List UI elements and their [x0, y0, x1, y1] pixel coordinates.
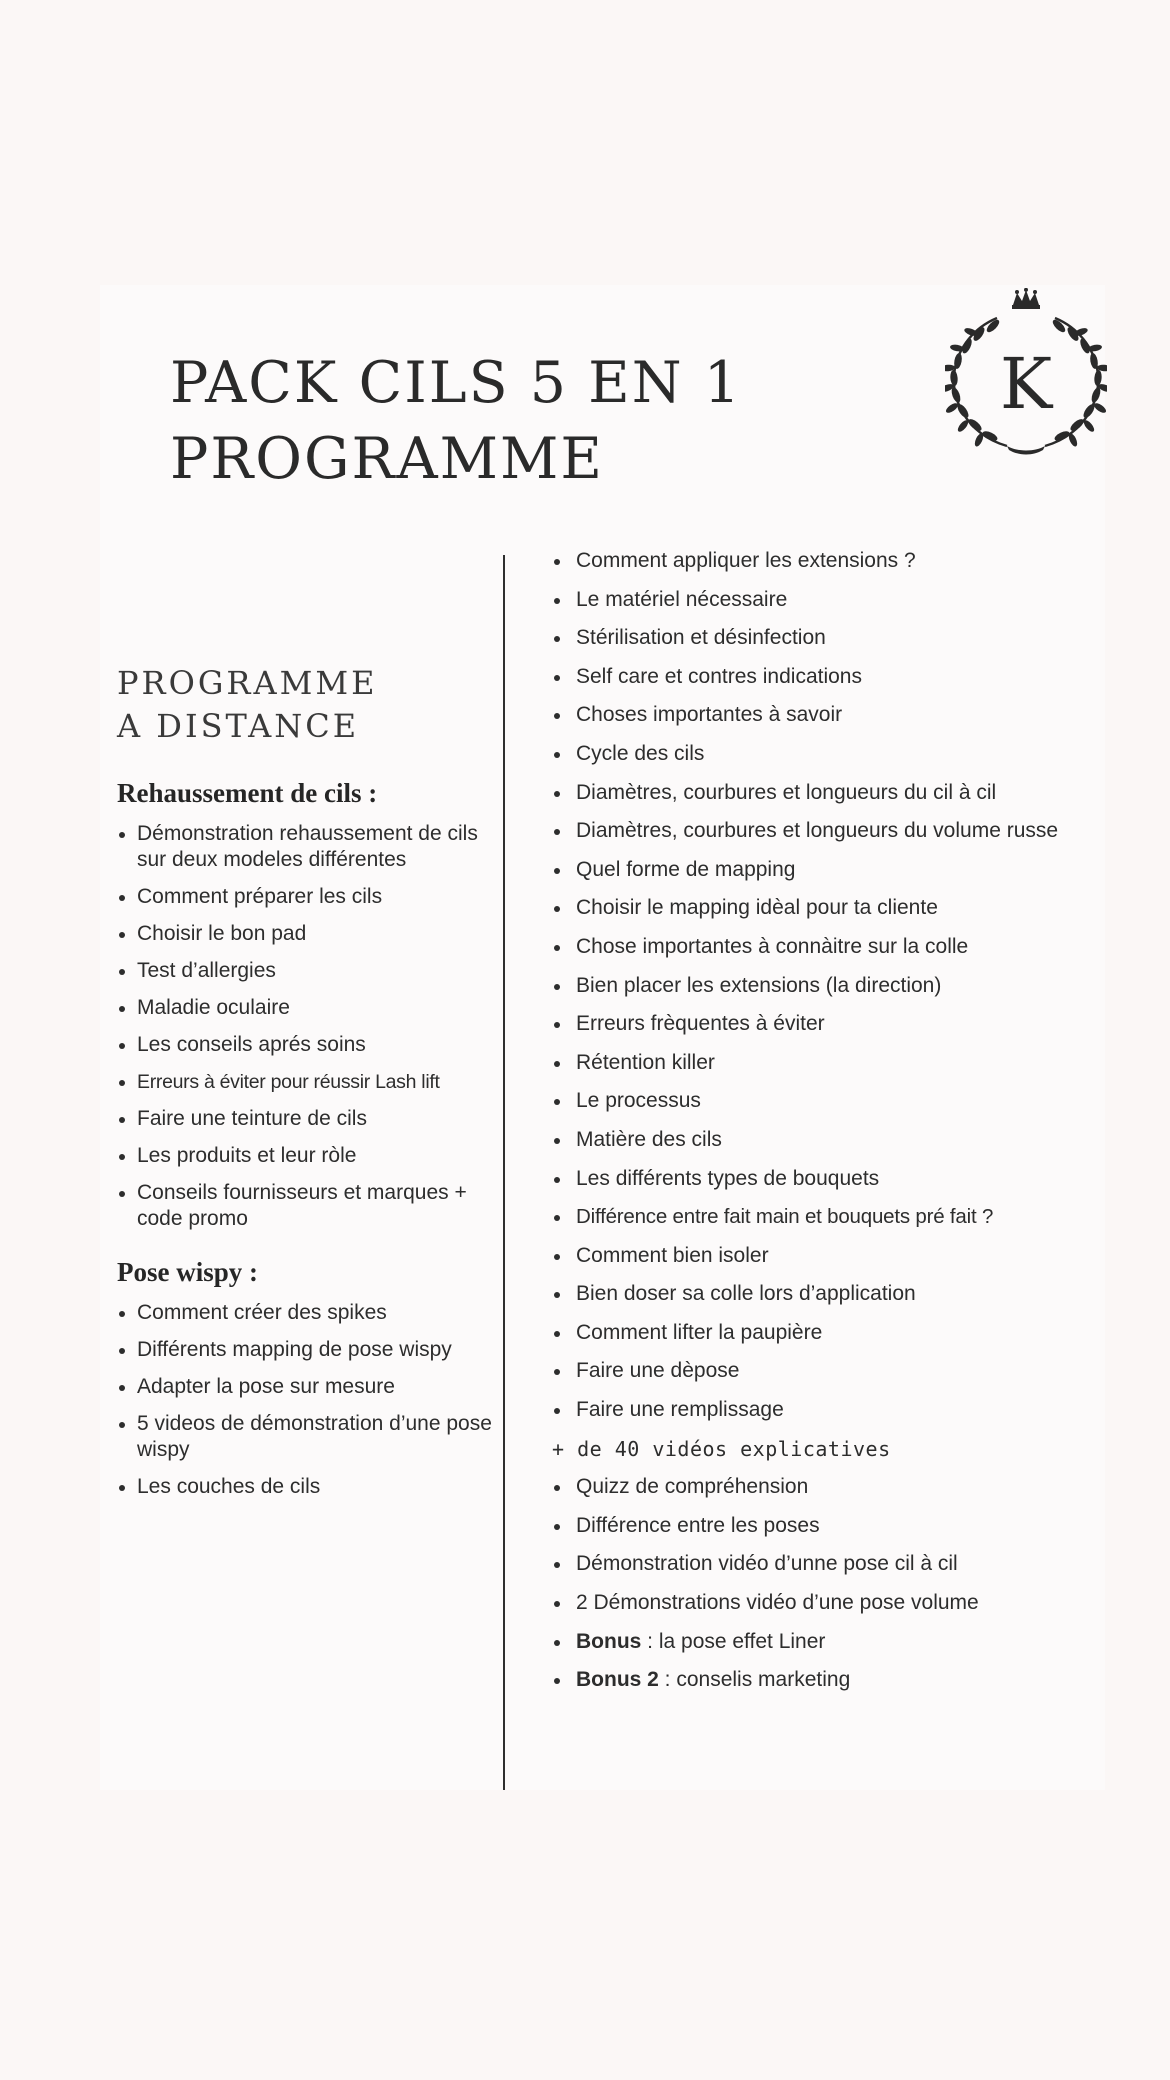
column-divider: [503, 555, 505, 1790]
list-item: Quel forme de mapping: [552, 857, 1092, 883]
list-item: Démonstration vidéo d’unne pose cil à cil: [552, 1551, 1092, 1577]
title-line-2: PROGRAMME: [170, 426, 604, 492]
list-item: Comment bien isoler: [552, 1243, 1092, 1269]
list-item: Cycle des cils: [552, 741, 1092, 767]
list-item: Comment appliquer les extensions ?: [552, 548, 1092, 574]
list-item: Faire une dèpose: [552, 1358, 1092, 1384]
list-item: Faire une teinture de cils: [117, 1106, 497, 1132]
section-rehaussement: [117, 778, 497, 1243]
list-item: Matière des cils: [552, 1127, 1092, 1153]
list-item: Faire une remplissage: [552, 1397, 1092, 1423]
section-heading-rehaussement: Rehaussement de cils :: [117, 778, 378, 808]
videos-count-note: + de 40 vidéos explicatives: [552, 1436, 891, 1461]
subtitle-line-2: A DISTANCE: [117, 707, 360, 745]
list-item: Les conseils aprés soins: [117, 1032, 497, 1058]
list-item: Self care et contres indications: [552, 664, 1092, 690]
bonus-item-2: [552, 1667, 1092, 1693]
page-title: [170, 345, 742, 497]
list-item: Les couches de cils: [117, 1474, 497, 1500]
list-item: Le processus: [552, 1088, 1092, 1114]
subtitle: [117, 662, 378, 748]
list-item: Différence entre fait main et bouquets pré fait ?: [552, 1204, 1092, 1230]
list-item: Comment créer des spikes: [117, 1300, 497, 1326]
list-item: Comment lifter la paupière: [552, 1320, 1092, 1346]
list-item: Chose importantes à connàitre sur la colle: [552, 934, 1092, 960]
title-line-1: PACK CILS 5 EN 1: [170, 350, 742, 416]
rehaussement-list: [117, 821, 497, 1232]
list-item: Erreurs à éviter pour réussir Lash lift: [117, 1069, 497, 1095]
crown-laurel-logo-icon: [945, 288, 1107, 464]
bonus-text: : conselis marketing: [658, 1668, 851, 1692]
list-item: Choses importantes à savoir: [552, 702, 1092, 728]
bonus-text: : la pose effet Liner: [641, 1629, 826, 1653]
list-item: Stérilisation et désinfection: [552, 625, 1092, 651]
bonus-label: Bonus 2: [576, 1668, 659, 1692]
right-column: [552, 548, 1092, 1706]
list-item: Différents mapping de pose wispy: [117, 1337, 497, 1363]
bonus-label: Bonus: [576, 1629, 642, 1653]
pose-wispy-list: [117, 1300, 497, 1500]
list-item: Choisir le bon pad: [117, 921, 497, 947]
list-item: 2 Démonstrations vidéo d’une pose volume: [552, 1590, 1092, 1616]
section-pose-wispy: [117, 1257, 497, 1511]
list-item: Différence entre les poses: [552, 1513, 1092, 1539]
logo-letter: K: [999, 343, 1053, 425]
list-item: Comment préparer les cils: [117, 884, 497, 910]
list-item: Les produits et leur ròle: [117, 1143, 497, 1169]
list-item: Adapter la pose sur mesure: [117, 1374, 497, 1400]
list-item: Quizz de compréhension: [552, 1474, 1092, 1500]
list-item: Test d’allergies: [117, 958, 497, 984]
list-item: Bien placer les extensions (la direction): [552, 973, 1092, 999]
list-item: Bien doser sa colle lors d’application: [552, 1281, 1092, 1307]
list-item: Choisir le mapping idèal pour ta cliente: [552, 895, 1092, 921]
list-item: Diamètres, courbures et longueurs du volume russe: [552, 818, 1092, 844]
list-item: Erreurs frèquentes à éviter: [552, 1011, 1092, 1037]
list-item: Conseils fournisseurs et marques + code promo: [117, 1180, 497, 1232]
list-item: Maladie oculaire: [117, 995, 497, 1021]
list-item: Rétention killer: [552, 1050, 1092, 1076]
list-item: Diamètres, courbures et longueurs du cil à cil: [552, 780, 1092, 806]
right-program-list: [552, 548, 1092, 1693]
list-item: Démonstration rehaussement de cils sur deux modeles différentes: [117, 821, 497, 873]
section-heading-pose-wispy: Pose wispy :: [117, 1257, 258, 1287]
subtitle-line-1: PROGRAMME: [117, 664, 378, 702]
list-item: 5 videos de démonstration d’une pose wispy: [117, 1411, 497, 1463]
bonus-item-1: [552, 1629, 1092, 1655]
list-item: Le matériel nécessaire: [552, 587, 1092, 613]
list-item: Les différents types de bouquets: [552, 1166, 1092, 1192]
